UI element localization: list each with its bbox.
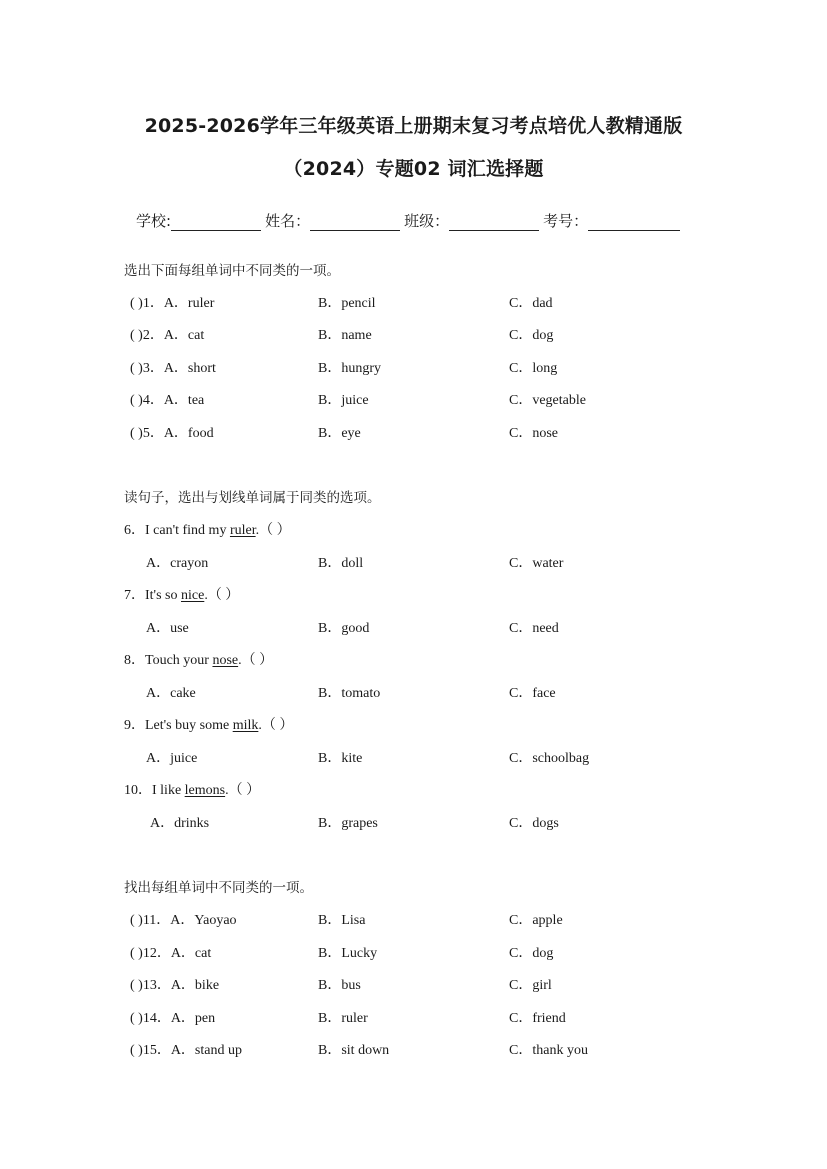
sentence-end: .（ ）: [258, 718, 294, 733]
question-sentence: [124, 779, 260, 799]
question-stem: ( )14．A．pen: [130, 1011, 216, 1026]
student-info: [136, 210, 684, 231]
option-b[interactable]: B．doll: [318, 556, 364, 571]
option-c[interactable]: C．schoolbag: [509, 751, 590, 766]
option-c[interactable]: C．dad: [509, 296, 553, 311]
option-row: [124, 552, 744, 572]
sentence-start: 10．I like: [124, 783, 185, 798]
list-item: [124, 1007, 744, 1027]
list-item: [124, 1039, 744, 1059]
name-field[interactable]: [310, 214, 400, 231]
section1-heading: 选出下面每组单词中不同类的一项。: [124, 263, 340, 279]
section3-heading: 找出每组单词中不同类的一项。: [124, 880, 313, 896]
option-c[interactable]: C．vegetable: [509, 393, 586, 408]
question-sentence: [124, 714, 293, 734]
option-row: [124, 747, 744, 767]
list-item: [124, 974, 744, 994]
page-subtitle: （2024）专题02 词汇选择题: [283, 158, 544, 180]
option-c[interactable]: C．thank you: [509, 1043, 588, 1058]
option-b[interactable]: B．bus: [318, 978, 361, 993]
option-row: [124, 617, 744, 637]
option-c[interactable]: C．dog: [509, 946, 554, 961]
question-stem: ( )11．A．Yaoyao: [130, 913, 237, 928]
option-a[interactable]: A．drinks: [150, 816, 210, 831]
option-c[interactable]: C．girl: [509, 978, 552, 993]
question-stem: ( )12．A．cat: [130, 946, 212, 961]
name-label: 姓名：: [265, 212, 311, 230]
sentence-end: .（ ）: [225, 783, 261, 798]
sentence-end: .（ ）: [255, 523, 291, 538]
sentence-end: .（ ）: [204, 588, 240, 603]
question-sentence: [124, 649, 273, 669]
list-item: [124, 422, 744, 442]
sentence-start: 6．I can't find my: [124, 523, 230, 538]
underlined-word: nice: [180, 588, 205, 603]
option-c[interactable]: C．apple: [509, 913, 563, 928]
school-label: 学校:: [136, 212, 172, 230]
option-b[interactable]: B．grapes: [318, 816, 378, 831]
option-c[interactable]: C．dog: [509, 328, 554, 343]
question-stem: ( )2．A．cat: [130, 328, 205, 343]
option-c[interactable]: C．friend: [509, 1011, 566, 1026]
option-b[interactable]: B．Lucky: [318, 946, 378, 961]
option-row: [124, 682, 744, 702]
option-b[interactable]: B．pencil: [318, 296, 376, 311]
option-b[interactable]: B．kite: [318, 751, 363, 766]
sentence-start: 7．It's so: [124, 588, 181, 603]
option-b[interactable]: B．good: [318, 621, 370, 636]
question-stem: ( )1．A．ruler: [130, 296, 215, 311]
question-stem: ( )5．A．food: [130, 426, 214, 441]
question-stem: ( )3．A．short: [130, 361, 216, 376]
list-item: [124, 389, 744, 409]
school-field[interactable]: [171, 214, 261, 231]
underlined-word: ruler: [229, 523, 256, 538]
page-title: 2025-2026学年三年级英语上册期末复习考点培优人教精通版: [144, 115, 683, 137]
list-item: [124, 292, 744, 312]
option-b[interactable]: B．name: [318, 328, 372, 343]
option-a[interactable]: A．crayon: [146, 556, 209, 571]
option-a[interactable]: A．cake: [146, 686, 196, 701]
option-c[interactable]: C．long: [509, 361, 558, 376]
underlined-word: lemons: [184, 783, 226, 798]
option-b[interactable]: B．sit down: [318, 1043, 390, 1058]
option-a[interactable]: A．juice: [146, 751, 198, 766]
number-field[interactable]: [588, 214, 680, 231]
sentence-start: 9．Let's buy some: [124, 718, 233, 733]
option-b[interactable]: B．eye: [318, 426, 361, 441]
list-item: [124, 942, 744, 962]
sentence-end: .（ ）: [238, 653, 274, 668]
class-label: 班级：: [404, 212, 450, 230]
option-b[interactable]: B．hungry: [318, 361, 381, 376]
underlined-word: milk: [232, 718, 259, 733]
section2-heading: 读句子，选出与划线单词属于同类的选项。: [124, 490, 381, 506]
sentence-start: 8．Touch your: [124, 653, 213, 668]
option-b[interactable]: B．juice: [318, 393, 369, 408]
class-field[interactable]: [449, 214, 539, 231]
question-sentence: [124, 584, 239, 604]
list-item: [124, 357, 744, 377]
question-sentence: [124, 519, 291, 539]
option-c[interactable]: C．water: [509, 556, 564, 571]
option-c[interactable]: C．dogs: [509, 816, 559, 831]
option-b[interactable]: B．ruler: [318, 1011, 368, 1026]
option-c[interactable]: C．need: [509, 621, 559, 636]
question-stem: ( )13．A．bike: [130, 978, 220, 993]
list-item: [124, 324, 744, 344]
question-stem: ( )4．A．tea: [130, 393, 205, 408]
question-stem: ( )15．A．stand up: [130, 1043, 242, 1058]
list-item: [124, 909, 744, 929]
option-a[interactable]: A．use: [146, 621, 189, 636]
option-b[interactable]: B．Lisa: [318, 913, 366, 928]
option-c[interactable]: C．face: [509, 686, 556, 701]
number-label: 考号：: [543, 212, 589, 230]
underlined-word: nose: [212, 653, 239, 668]
option-c[interactable]: C．nose: [509, 426, 558, 441]
option-row: [124, 812, 744, 832]
option-b[interactable]: B．tomato: [318, 686, 381, 701]
